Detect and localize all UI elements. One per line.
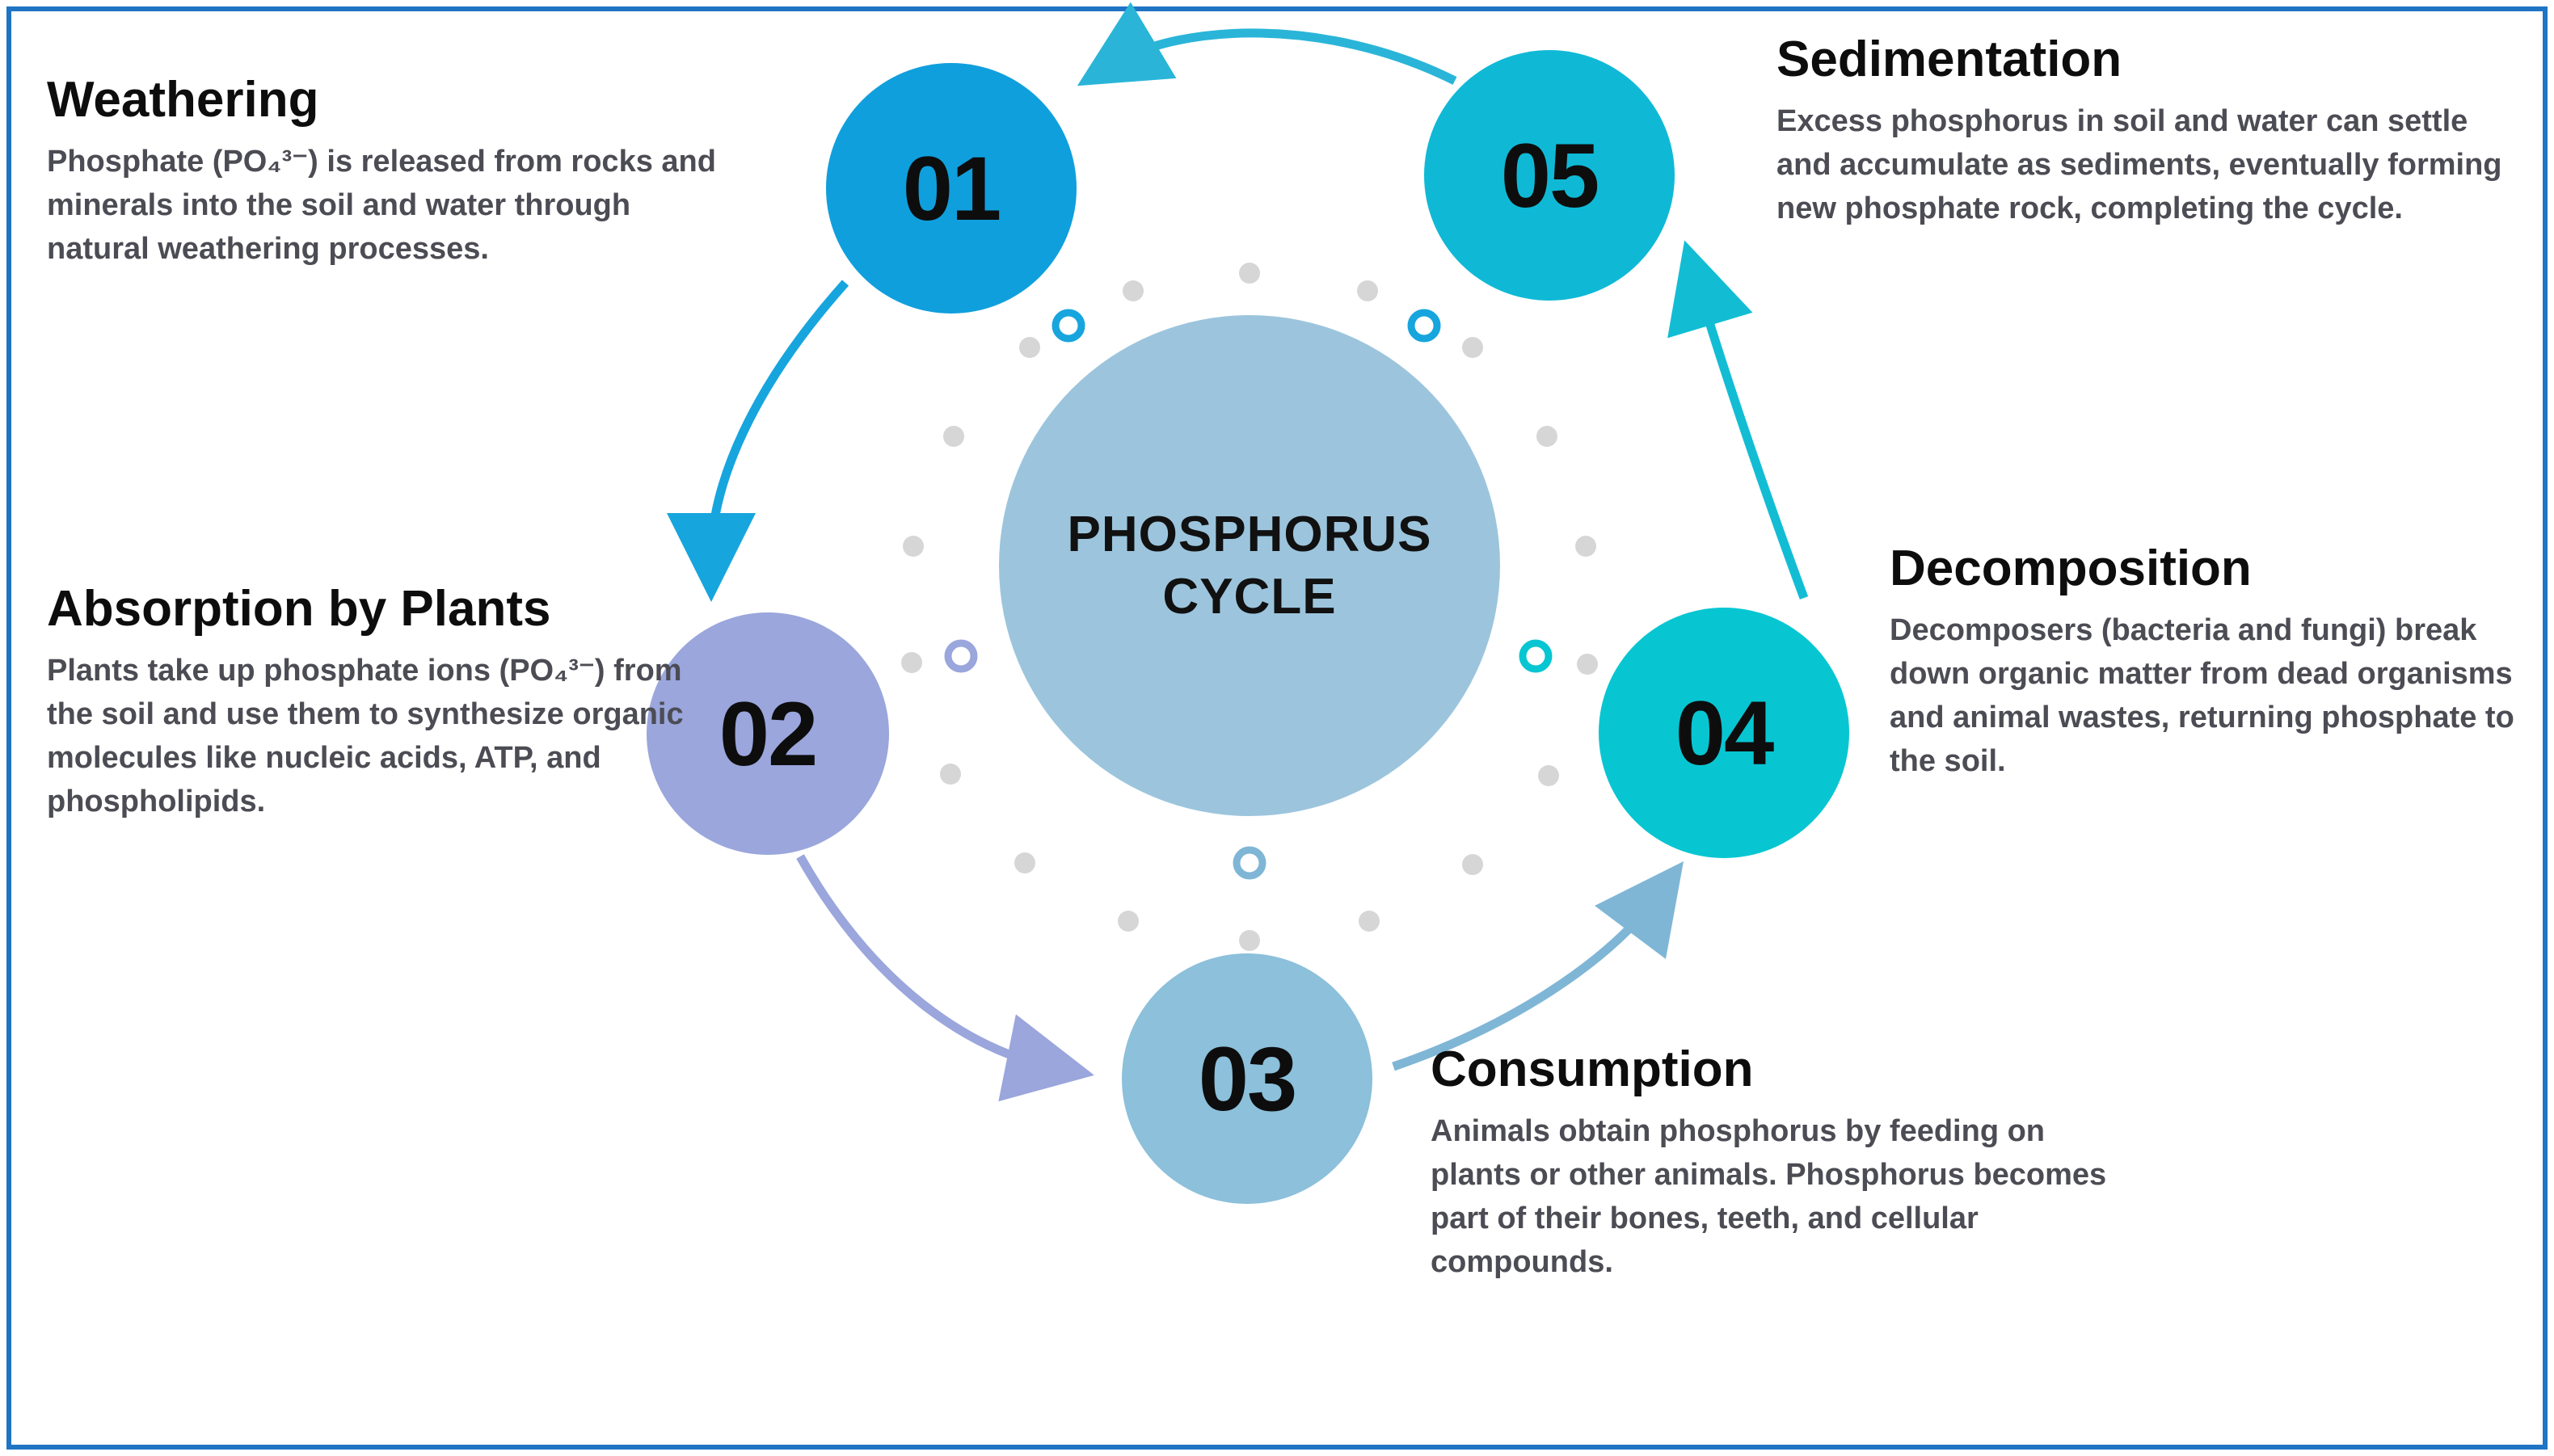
arrow-04-to-05 [1697, 283, 1804, 598]
step-node-04-label: 04 [1675, 682, 1773, 784]
cycle-hub [999, 315, 1500, 816]
step-text-weathering [47, 73, 718, 271]
cycle-hub-title-line2: CYCLE [1162, 569, 1337, 625]
step-node-05-label: 05 [1500, 124, 1599, 226]
step-node-01[interactable] [826, 63, 1077, 314]
step-body-consumption: Animals obtain phosphorus by feeding on plants or other animals. Phosphorus becomes part of their bones, teeth, and cellular compounds. [1431, 1114, 2107, 1280]
step-node-01-label: 01 [902, 137, 1001, 239]
step-text-consumption [1431, 1042, 2142, 1285]
step-body-absorption: Plants take up phosphate ions (PO₄³⁻) from the soil and use them to synthesize organic molecules like nucleic acids, ATP, and phospholipids. [47, 654, 684, 819]
step-heading-weathering: Weathering [47, 72, 319, 128]
step-node-03[interactable] [1122, 953, 1372, 1204]
step-node-05[interactable] [1424, 50, 1675, 301]
arrow-01-to-02 [711, 283, 845, 558]
step-node-02-label: 02 [719, 683, 817, 785]
arrow-02-to-03 [800, 856, 1051, 1067]
step-body-sedimentation: Excess phosphorus in soil and water can settle and accumulate as sediments, eventually forming new phosphate rock, completing the cycle. [1776, 104, 2502, 226]
arrow-05-to-01 [1115, 33, 1455, 81]
step-text-absorption [47, 582, 702, 824]
step-body-weathering: Phosphate (PO₄³⁻) is released from rocks and minerals into the soil and water through natural weathering processes. [47, 145, 716, 267]
step-text-sedimentation [1776, 32, 2528, 231]
step-text-decomposition [1890, 541, 2536, 784]
step-heading-absorption: Absorption by Plants [47, 581, 551, 637]
step-heading-consumption: Consumption [1431, 1042, 1754, 1097]
step-node-03-label: 03 [1198, 1028, 1296, 1130]
step-heading-sedimentation: Sedimentation [1776, 32, 2122, 87]
cycle-hub-label [1068, 503, 1432, 629]
cycle-hub-title-line1: PHOSPHORUS [1067, 506, 1432, 562]
step-body-decomposition: Decomposers (bacteria and fungi) break down organic matter from dead organisms and animal wastes, returning phosphate to the soil. [1890, 613, 2514, 779]
step-heading-decomposition: Decomposition [1890, 541, 2252, 596]
step-node-04[interactable] [1599, 608, 1849, 858]
